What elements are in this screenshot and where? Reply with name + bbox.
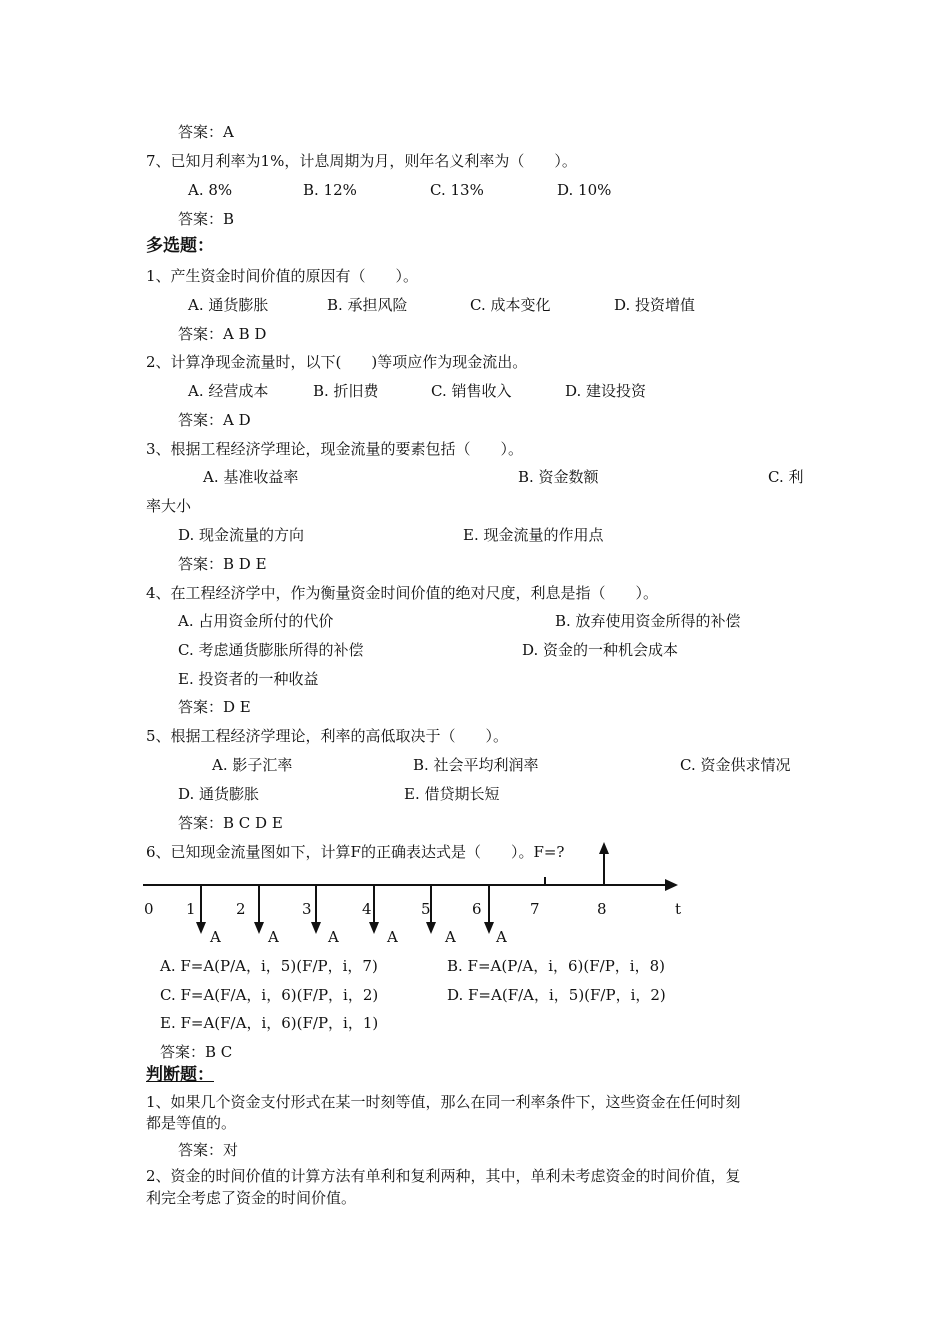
option-d: D. 通货膨胀 xyxy=(178,785,260,803)
option-c: C. 成本变化 xyxy=(470,296,551,314)
outflow-label-a: A xyxy=(328,928,339,946)
time-label-t: t xyxy=(675,900,682,918)
option-c: C. 利 xyxy=(768,468,804,486)
option-c: C. 销售收入 xyxy=(431,382,512,400)
option-a: A. 基准收益率 xyxy=(203,468,299,486)
option-b: B. 放弃使用资金所得的补偿 xyxy=(555,612,741,630)
option-b: B. 资金数额 xyxy=(518,468,599,486)
option-e: E. 投资者的一种收益 xyxy=(178,670,319,688)
option-a: A. 通货膨胀 xyxy=(188,296,269,314)
question-1-stem: 1、产生资金时间价值的原因有（ ）。 xyxy=(146,267,419,285)
option-a: A. F=A(P/A，i，5)(F/P，i，7) xyxy=(160,957,378,975)
time-label-8: 8 xyxy=(597,900,607,918)
answer-q5: 答案：B C D E xyxy=(178,814,283,832)
section-heading-judge: 判断题： xyxy=(146,1065,214,1085)
answer-q4: 答案：D E xyxy=(178,698,251,716)
option-a: A. 经营成本 xyxy=(188,382,269,400)
option-e: E. 借贷期长短 xyxy=(404,785,500,803)
option-d: D. 10% xyxy=(557,181,612,199)
cash-flow-diagram xyxy=(0,830,720,950)
outflow-label-a: A xyxy=(210,928,221,946)
option-d: D. 资金的一种机会成本 xyxy=(522,641,679,659)
judge-question-1-line2: 都是等值的。 xyxy=(146,1114,237,1132)
section-heading-multi: 多选题： xyxy=(146,236,214,256)
option-d: D. 投资增值 xyxy=(614,296,696,314)
time-label-3: 3 xyxy=(302,900,312,918)
option-e: E. F=A(F/A，i，6)(F/P，i，1) xyxy=(160,1014,379,1032)
inflow-arrowhead-icon xyxy=(599,842,609,854)
time-label-7: 7 xyxy=(530,900,540,918)
time-label-2: 2 xyxy=(236,900,246,918)
option-d: D. 建设投资 xyxy=(565,382,647,400)
option-d: D. 现金流量的方向 xyxy=(178,526,305,544)
option-a: A. 占用资金所付的代价 xyxy=(178,612,334,630)
answer-q3: 答案：B D E xyxy=(178,555,267,573)
option-c: C. 考虑通货膨胀所得的补偿 xyxy=(178,641,364,659)
outflow-arrow-6 xyxy=(484,885,494,934)
option-b: B. 折旧费 xyxy=(313,382,379,400)
outflow-arrow-1 xyxy=(196,885,206,934)
option-e: E. 现金流量的作用点 xyxy=(463,526,604,544)
option-b: B. 社会平均利润率 xyxy=(413,756,539,774)
option-c: C. 资金供求情况 xyxy=(680,756,791,774)
question-6-stem: 6、已知现金流量图如下，计算F的正确表达式是（ ）。F=? xyxy=(146,843,565,861)
answer-q6: 答案：B C xyxy=(160,1043,233,1061)
option-b: B. 承担风险 xyxy=(327,296,408,314)
outflow-label-a: A xyxy=(268,928,279,946)
judge-question-2-line1: 2、资金的时间价值的计算方法有单利和复利两种，其中，单利未考虑资金的时间价值，复 xyxy=(146,1167,741,1185)
outflow-label-a: A xyxy=(445,928,456,946)
time-label-0: 0 xyxy=(144,900,154,918)
option-a: A. 8% xyxy=(188,181,233,199)
judge-question-1-line1: 1、如果几个资金支付形式在某一时刻等值，那么在同一利率条件下，这些资金在任何时刻 xyxy=(146,1093,741,1111)
option-c: C. F=A(F/A，i，6)(F/P，i，2) xyxy=(160,986,379,1004)
axis-arrow-icon xyxy=(665,879,678,891)
question-4-stem: 4、在工程经济学中，作为衡量资金时间价值的绝对尺度，利息是指（ ）。 xyxy=(146,584,659,602)
time-label-1: 1 xyxy=(186,900,196,918)
outflow-label-a: A xyxy=(387,928,398,946)
question-2-stem: 2、计算净现金流量时，以下( )等项应作为现金流出。 xyxy=(146,353,528,371)
option-c-continued: 率大小 xyxy=(146,497,192,515)
time-label-6: 6 xyxy=(472,900,482,918)
answer-q1: 答案：A B D xyxy=(178,325,267,343)
time-label-4: 4 xyxy=(362,900,372,918)
outflow-arrow-2 xyxy=(254,885,264,934)
option-d: D. F=A(F/A，i，5)(F/P，i，2) xyxy=(447,986,666,1004)
answer-prev: 答案：A xyxy=(178,123,234,141)
option-b: B. 12% xyxy=(303,181,357,199)
answer-judge-q1: 答案：对 xyxy=(178,1141,239,1159)
outflow-label-a: A xyxy=(496,928,507,946)
question-3-stem: 3、根据工程经济学理论，现金流量的要素包括（ ）。 xyxy=(146,440,524,458)
outflow-arrow-3 xyxy=(311,885,321,934)
option-a: A. 影子汇率 xyxy=(212,756,293,774)
judge-question-2-line2: 利完全考虑了资金的时间价值。 xyxy=(146,1189,357,1207)
answer-q7: 答案：B xyxy=(178,210,235,228)
time-label-5: 5 xyxy=(421,900,431,918)
option-b: B. F=A(P/A，i，6)(F/P，i，8) xyxy=(447,957,665,975)
question-5-stem: 5、根据工程经济学理论，利率的高低取决于（ ）。 xyxy=(146,727,509,745)
question-7-stem: 7、已知月利率为1%，计息周期为月，则年名义利率为（ ）。 xyxy=(146,152,577,170)
answer-q2: 答案：A D xyxy=(178,411,251,429)
option-c: C. 13% xyxy=(430,181,484,199)
